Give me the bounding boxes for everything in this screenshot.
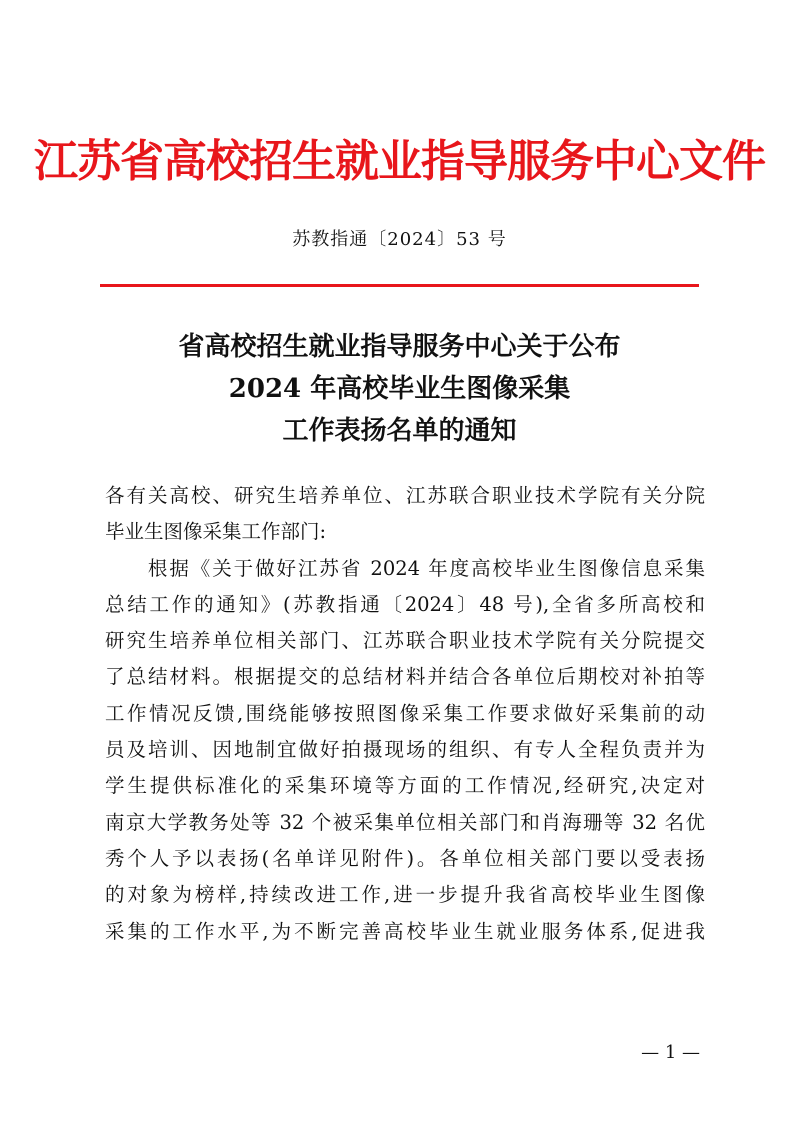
body-line: 员及培训、因地制宜做好拍摄现场的组织、有专人全程负责并为 bbox=[105, 738, 705, 762]
body-line: 南京大学教务处等 32 个被采集单位相关部门和肖海珊等 32 名优 bbox=[105, 810, 705, 834]
body-line: 研究生培养单位相关部门、江苏联合职业技术学院有关分院提交 bbox=[105, 629, 705, 653]
notice-title-line: 2024 年高校毕业生图像采集 bbox=[228, 374, 571, 404]
notice-body bbox=[105, 478, 705, 950]
body-line: 的对象为榜样,持续改进工作,进一步提升我省高校毕业生图像 bbox=[105, 883, 705, 907]
notice-title bbox=[0, 326, 799, 452]
body-line: 根据《关于做好江苏省 2024 年度高校毕业生图像信息采集 bbox=[105, 556, 705, 580]
body-line: 工作情况反馈,围绕能够按照图像采集工作要求做好采集前的动 bbox=[105, 701, 705, 725]
body-line: 总结工作的通知》(苏教指通〔2024〕48 号),全省多所高校和 bbox=[105, 592, 705, 616]
page-number: — 1 — bbox=[641, 1042, 700, 1063]
body-line: 秀个人予以表扬(名单详见附件)。各单位相关部门要以受表扬 bbox=[105, 846, 705, 870]
body-line: 了总结材料。根据提交的总结材料并结合各单位后期校对补拍等 bbox=[105, 665, 705, 689]
notice-title-line: 省高校招生就业指导服务中心关于公布 bbox=[178, 332, 621, 362]
body-line: 各有关高校、研究生培养单位、江苏联合职业技术学院有关分院 bbox=[105, 484, 705, 507]
body-line: 毕业生图像采集工作部门: bbox=[105, 520, 327, 544]
body-line: 学生提供标准化的采集环境等方面的工作情况,经研究,决定对 bbox=[105, 774, 705, 798]
body-line: 采集的工作水平,为不断完善高校毕业生就业服务体系,促进我 bbox=[105, 919, 705, 943]
masthead-title: 江苏省高校招生就业指导服务中心文件 bbox=[34, 136, 765, 187]
notice-title-line: 工作表扬名单的通知 bbox=[282, 416, 517, 446]
document-number: 苏教指通〔2024〕53 号 bbox=[292, 229, 507, 250]
red-divider-rule bbox=[100, 284, 699, 287]
